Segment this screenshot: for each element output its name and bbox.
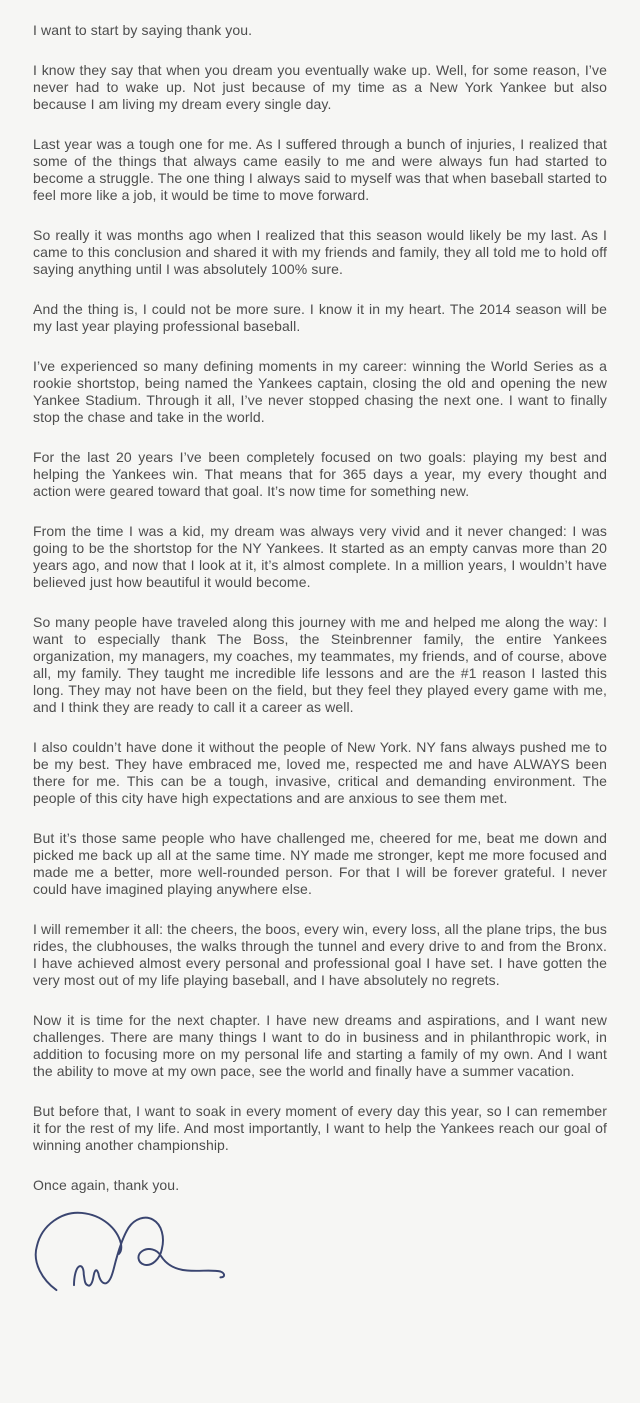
letter-paragraph: Last year was a tough one for me. As I suffered through a bunch of injuries, I realized that some of the things that always came easily to me and were always fun had started to become a struggle. The one thing I always said to myself was that when baseball started to feel more like a job, it would be time to move forward. [33, 136, 607, 203]
letter-paragraph: For the last 20 years I’ve been completely focused on two goals: playing my best and helping the Yankees win. That means that for 365 days a year, my every thought and action were geared toward that goal. It’s now time for something new. [33, 449, 607, 499]
letter-paragraph: I will remember it all: the cheers, the boos, every win, every loss, all the plane trips, the bus rides, the clubhouses, the walks through the tunnel and every drive to and from the Bronx. I have achieved almost every personal and professional goal I have set. I have gotten the very most out of my life playing baseball, and I have absolutely no regrets. [33, 921, 607, 988]
letter-paragraph: I want to start by saying thank you. [33, 22, 253, 38]
letter-paragraph: From the time I was a kid, my dream was always very vivid and it never changed: I was going to be the shortstop for the NY Yankees. It started as an empty canvas more than 20 years ago, and now that I look at it, it’s almost complete. In a million years, I wouldn’t have believed just how beautiful it would become. [33, 523, 607, 590]
letter-paragraph: But it’s those same people who have challenged me, cheered for me, beat me down and picked me back up all at the same time. NY made me stronger, kept me more focused and made me a better, more well-rounded person. For that I will be forever grateful. I never could have imagined playing anywhere else. [33, 830, 607, 897]
letter-paragraph: I also couldn’t have done it without the people of New York. NY fans always pushed me to be my best. They have embraced me, loved me, respected me and have ALWAYS been there for me. This can be a tough, invasive, critical and demanding environment. The people of this city have high expectations and are anxious to see them met. [33, 739, 607, 806]
signature [33, 1206, 607, 1296]
letter-paragraph: Now it is time for the next chapter. I have new dreams and aspirations, and I want new challenges. There are many things I want to do in business and in philanthropic work, in addition to focusing more on my personal life and starting a family of my own. And I want the ability to move at my own pace, see the world and finally have a summer vacation. [33, 1012, 607, 1079]
signature-stroke [36, 1213, 224, 1290]
letter-paragraph: So many people have traveled along this journey with me and helped me along the way: I want to especially thank The Boss, the Steinbrenner family, the entire Yankees organization, my managers, my coaches, my teammates, my friends, and of course, above all, my family. They taught me incredible life lessons and are the #1 reason I lasted this long. They may not have been on the field, but they feel they played every game with me, and I think they are ready to call it a career as well. [33, 614, 607, 715]
letter-paragraph: I’ve experienced so many defining moments in my career: winning the World Series as a rookie shortstop, being named the Yankees captain, closing the old and opening the new Yankee Stadium. Through it all, I’ve never stopped chasing the next one. I want to finally stop the chase and take in the world. [33, 358, 607, 425]
letter-paragraph: So really it was months ago when I realized that this season would likely be my last. As I came to this conclusion and shared it with my friends and family, they all told me to hold off saying anything until I was absolutely 100% sure. [33, 227, 607, 277]
letter-paragraph: But before that, I want to soak in every moment of every day this year, so I can remember it for the rest of my life. And most importantly, I want to help the Yankees reach our goal of winning another championship. [33, 1103, 607, 1153]
signature-ink [33, 1206, 238, 1296]
letter-paragraph: And the thing is, I could not be more sure. I know it in my heart. The 2014 season will be my last year playing professional baseball. [33, 301, 607, 334]
letter-paragraph: I know they say that when you dream you eventually wake up. Well, for some reason, I’ve never had to wake up. Not just because of my time as a New York Yankee but also because I am living my dream every single day. [33, 62, 607, 112]
letter-closing: Once again, thank you. [33, 1177, 180, 1193]
